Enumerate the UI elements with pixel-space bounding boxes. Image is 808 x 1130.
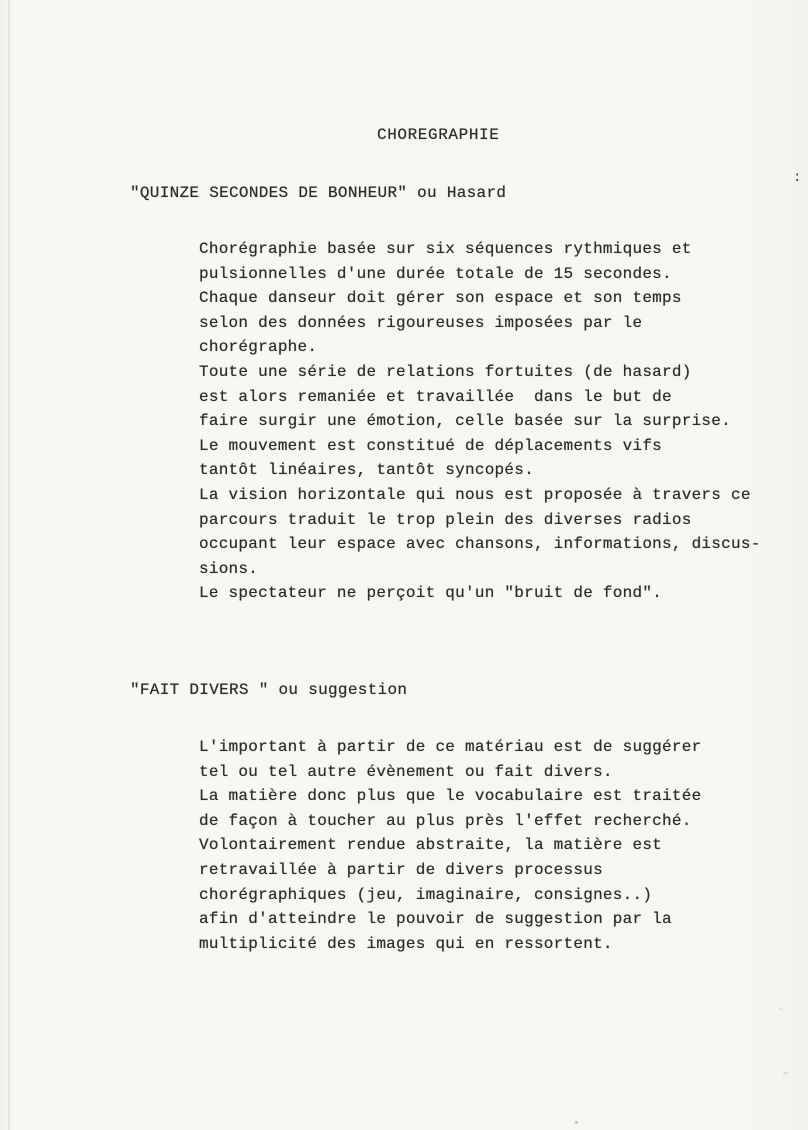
paragraph-line: tantôt linéaires, tantôt syncopés. (199, 461, 534, 480)
scan-speck (779, 1008, 783, 1010)
stray-colon-mark: : (793, 170, 802, 186)
document-title: CHOREGRAPHIE (377, 126, 500, 144)
scan-crease-line (8, 0, 10, 1130)
paragraph-line: sions. (199, 559, 259, 578)
paragraph-fait-divers (199, 735, 701, 956)
paragraph-line: est alors remaniée et travaillée dans le but de (199, 387, 672, 406)
paragraph-line: Le spectateur ne perçoit qu'un "bruit de fond". (199, 584, 663, 603)
paragraph-line: multiplicité des images qui en ressortent. (199, 934, 613, 953)
paragraph-line: L'important à partir de ce matériau est de suggérer (199, 738, 702, 756)
paragraph-line: La vision horizontale qui nous est proposée à travers ce (199, 485, 751, 504)
paragraph-line: Chorégraphie basée sur six séquences rythmiques et (199, 240, 692, 258)
paragraph-line: faire surgir une émotion, celle basée sur la surprise. (199, 412, 731, 431)
scan-speck (783, 1072, 788, 1074)
paragraph-line: Chaque danseur doit gérer son espace et son temps (199, 289, 682, 308)
paragraph-quinze-secondes (199, 237, 761, 606)
paragraph-line: de façon à toucher au plus près l'effet recherché. (199, 811, 692, 830)
paragraph-line: chorégraphiques (jeu, imaginaire, consignes..) (199, 885, 653, 904)
scan-speck (575, 1121, 578, 1124)
paragraph-line: parcours traduit le trop plein des diverses radios (199, 510, 692, 529)
paragraph-line: La matière donc plus que le vocabulaire est traitée (199, 787, 702, 806)
paragraph-line: afin d'atteindre le pouvoir de suggestion par la (199, 910, 672, 929)
paragraph-line: selon des données rigoureuses imposées par le (199, 313, 643, 332)
section-heading-quinze-secondes: "QUINZE SECONDES DE BONHEUR" ou Hasard (130, 184, 507, 202)
section-heading-fait-divers: "FAIT DIVERS " ou suggestion (130, 681, 408, 699)
paragraph-line: chorégraphe. (199, 338, 318, 357)
paragraph-line: retravaillée à partir de divers processus (199, 860, 603, 879)
paragraph-line: tel ou tel autre évènement ou fait divers. (199, 762, 613, 781)
paragraph-line: Volontairement rendue abstraite, la matière est (199, 836, 663, 855)
paragraph-line: pulsionnelles d'une durée totale de 15 secondes. (199, 264, 672, 283)
paragraph-line: Le mouvement est constitué de déplacements vifs (199, 436, 663, 455)
paragraph-line: occupant leur espace avec chansons, informations, discus- (199, 535, 761, 554)
paragraph-line: Toute une série de relations fortuites (de hasard) (199, 362, 692, 381)
